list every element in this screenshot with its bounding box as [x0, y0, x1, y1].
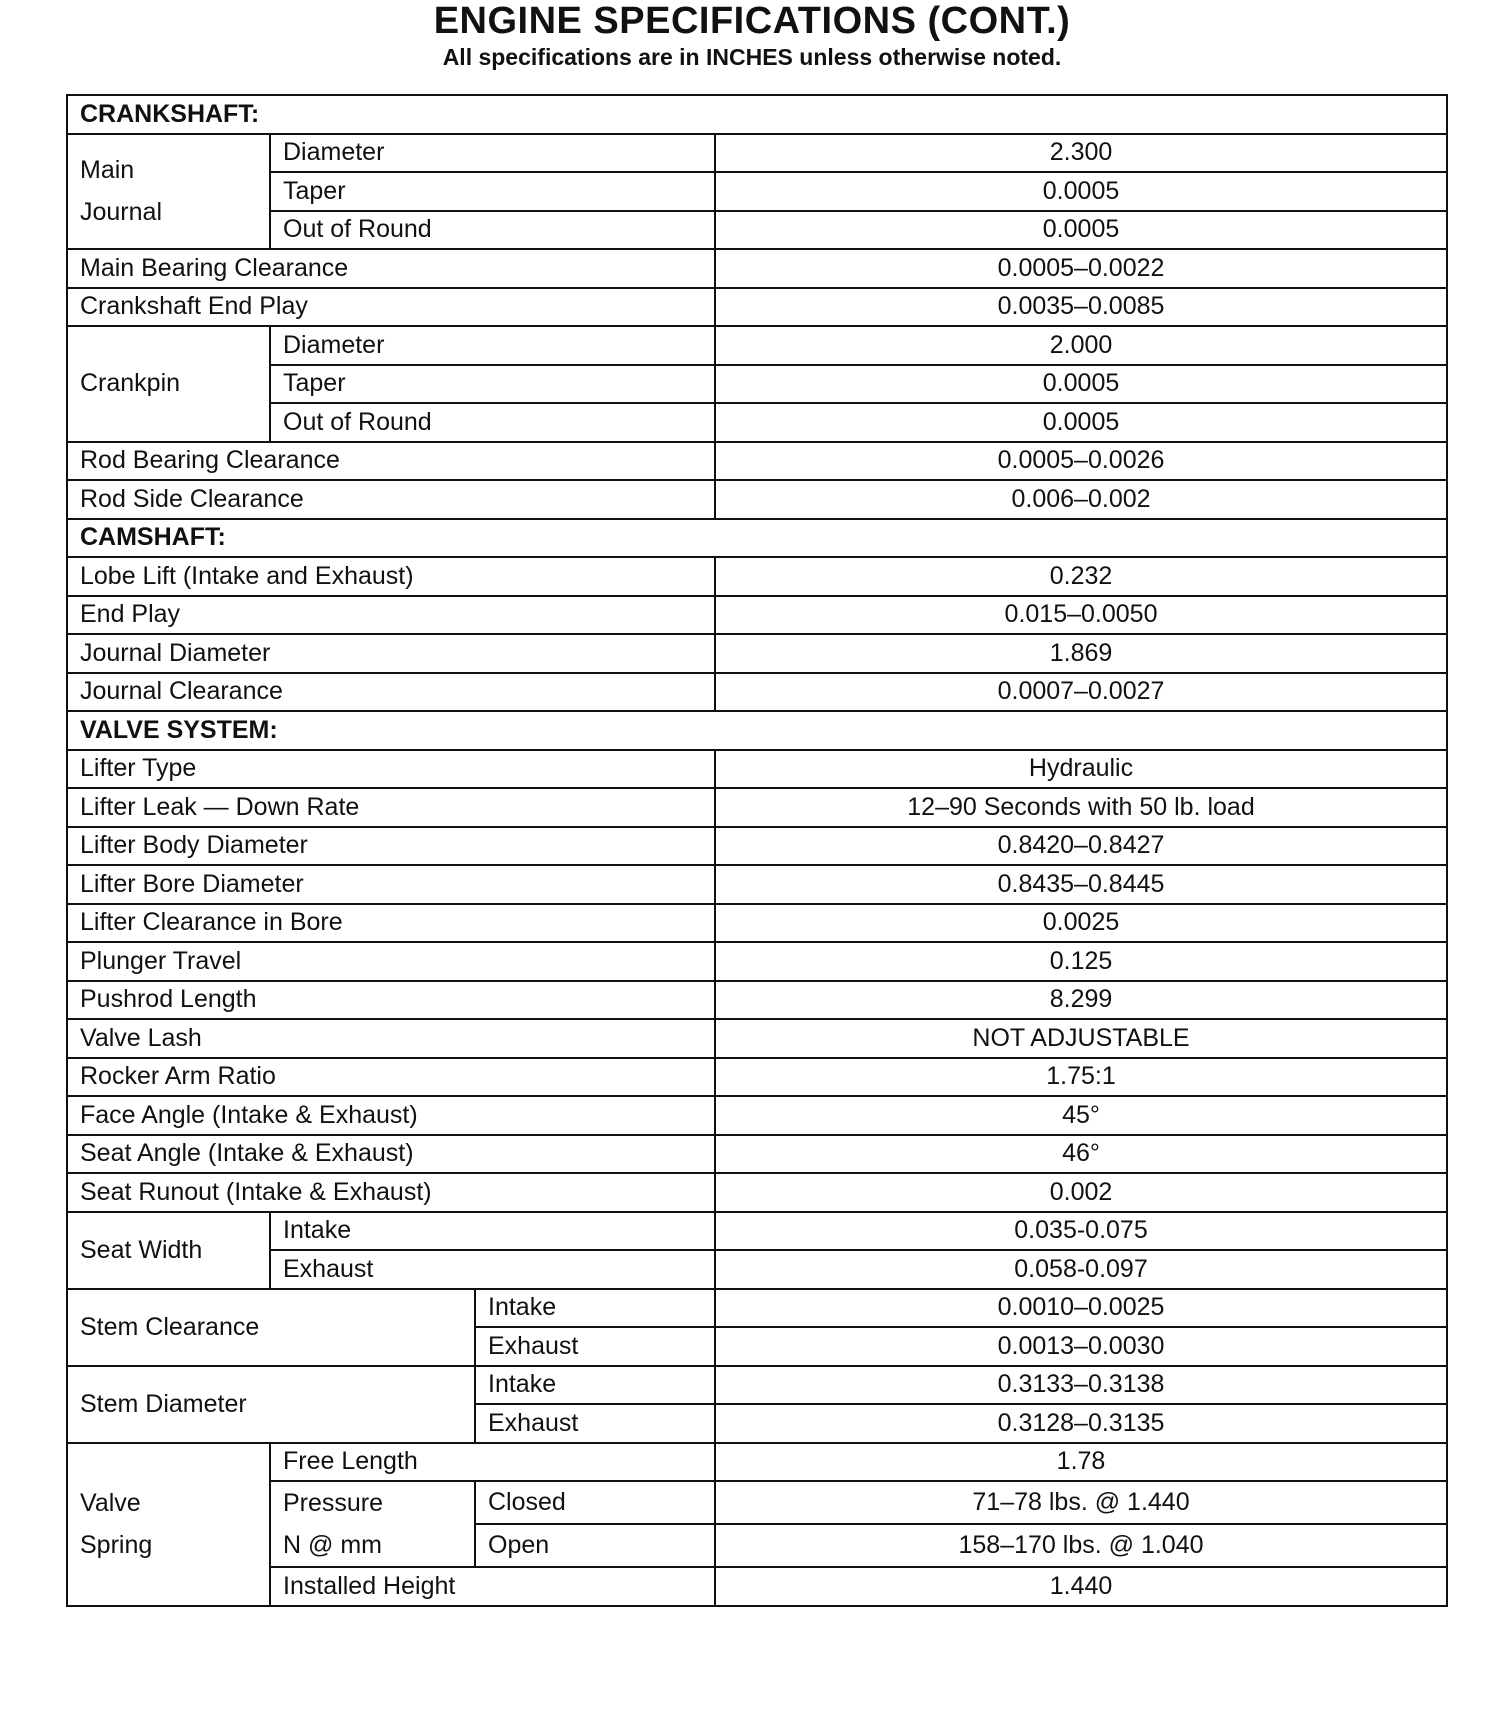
spec-value: 12–90 Seconds with 50 lb. load: [715, 788, 1447, 827]
table-row: [67, 288, 1447, 327]
table-row: [67, 1096, 1447, 1135]
spec-value: 2.000: [715, 326, 1447, 365]
spec-value: 0.0005: [715, 403, 1447, 442]
table-row: [67, 519, 1447, 558]
spec-label: Exhaust: [475, 1404, 715, 1443]
table-row: [67, 326, 1447, 365]
section-heading-crankshaft: CRANKSHAFT:: [67, 95, 1447, 134]
spec-label: Journal Clearance: [67, 673, 715, 712]
spec-value: 158–170 lbs. @ 1.040: [715, 1524, 1447, 1567]
spec-value: 0.0005: [715, 211, 1447, 250]
table-row: [67, 981, 1447, 1020]
spec-value: 1.440: [715, 1567, 1447, 1606]
spec-value: 0.035-0.075: [715, 1212, 1447, 1251]
spec-label: Taper: [270, 365, 715, 404]
spec-label: Intake: [475, 1366, 715, 1405]
spec-label: End Play: [67, 596, 715, 635]
table-row: [67, 1250, 1447, 1289]
spec-value: 0.002: [715, 1173, 1447, 1212]
table-row: [67, 1173, 1447, 1212]
page-title: ENGINE SPECIFICATIONS (CONT.): [433, 0, 1071, 42]
table-row: [67, 673, 1447, 712]
spec-value: Hydraulic: [715, 750, 1447, 789]
spec-label: Main Bearing Clearance: [67, 249, 715, 288]
spring-pressure-label-line2: N @ mm: [283, 1531, 382, 1559]
table-row: [67, 1567, 1447, 1606]
spec-value: NOT ADJUSTABLE: [715, 1019, 1447, 1058]
table-row: [67, 1212, 1447, 1251]
engine-spec-table: [66, 94, 1448, 1607]
spec-value: 1.78: [715, 1443, 1447, 1482]
spec-value: 0.0005–0.0022: [715, 249, 1447, 288]
spec-label: Diameter: [270, 134, 715, 173]
page-subtitle: All specifications are in INCHES unless otherwise noted.: [442, 44, 1062, 70]
spec-label: Free Length: [270, 1443, 715, 1482]
valve-spring-label-line1: Valve: [80, 1489, 141, 1517]
spec-value: 0.0005: [715, 365, 1447, 404]
table-row: [67, 788, 1447, 827]
main-journal-label: [67, 134, 270, 250]
table-row: [67, 403, 1447, 442]
spec-value: 0.125: [715, 942, 1447, 981]
spec-label: Lifter Clearance in Bore: [67, 904, 715, 943]
spec-value: 0.0005–0.0026: [715, 442, 1447, 481]
spec-label: Pushrod Length: [67, 981, 715, 1020]
spec-label: Face Angle (Intake & Exhaust): [67, 1096, 715, 1135]
table-row: [67, 1058, 1447, 1097]
spec-value: 0.8420–0.8427: [715, 827, 1447, 866]
table-row: [67, 480, 1447, 519]
spec-label: Exhaust: [475, 1327, 715, 1366]
spec-label: Installed Height: [270, 1567, 715, 1606]
spec-label: Lobe Lift (Intake and Exhaust): [67, 557, 715, 596]
spec-label: Lifter Type: [67, 750, 715, 789]
table-row: [67, 95, 1447, 134]
valve-spring-label: [67, 1443, 270, 1606]
table-row: [67, 1019, 1447, 1058]
table-row: [67, 634, 1447, 673]
spec-value: 0.0005: [715, 172, 1447, 211]
spec-label: Seat Runout (Intake & Exhaust): [67, 1173, 715, 1212]
spec-label: Lifter Body Diameter: [67, 827, 715, 866]
spec-value: 71–78 lbs. @ 1.440: [715, 1481, 1447, 1524]
table-row: [67, 1366, 1447, 1405]
spec-label: Out of Round: [270, 211, 715, 250]
spec-label: Rocker Arm Ratio: [67, 1058, 715, 1097]
spec-label: Rod Side Clearance: [67, 480, 715, 519]
table-row: [67, 172, 1447, 211]
table-row: [67, 1481, 1447, 1524]
table-row: [67, 865, 1447, 904]
spec-value: 0.015–0.0050: [715, 596, 1447, 635]
table-row: [67, 1289, 1447, 1328]
table-row: [67, 365, 1447, 404]
crankpin-label: Crankpin: [67, 326, 270, 442]
table-row: [67, 827, 1447, 866]
spec-label: Exhaust: [270, 1250, 715, 1289]
main-journal-label-line1: Main: [80, 156, 135, 185]
spec-value: 2.300: [715, 134, 1447, 173]
spec-value: 0.0010–0.0025: [715, 1289, 1447, 1328]
spec-label: Plunger Travel: [67, 942, 715, 981]
spec-label: Lifter Bore Diameter: [67, 865, 715, 904]
spec-value: 0.3133–0.3138: [715, 1366, 1447, 1405]
stem-diameter-label: Stem Diameter: [67, 1366, 475, 1443]
table-row: [67, 711, 1447, 750]
table-row: [67, 942, 1447, 981]
section-heading-valve-system: VALVE SYSTEM:: [67, 711, 1447, 750]
spec-value: 0.0013–0.0030: [715, 1327, 1447, 1366]
spec-label: Seat Angle (Intake & Exhaust): [67, 1135, 715, 1174]
table-row: [67, 904, 1447, 943]
seat-width-label: Seat Width: [67, 1212, 270, 1289]
spec-value: 0.0035–0.0085: [715, 288, 1447, 327]
spec-label: Intake: [270, 1212, 715, 1251]
spec-label: Open: [475, 1524, 715, 1567]
spec-label: Closed: [475, 1481, 715, 1524]
table-row: [67, 1443, 1447, 1482]
spec-label: Lifter Leak — Down Rate: [67, 788, 715, 827]
stem-clearance-label: Stem Clearance: [67, 1289, 475, 1366]
spec-label: Diameter: [270, 326, 715, 365]
table-row: [67, 134, 1447, 173]
spec-value: 0.0025: [715, 904, 1447, 943]
spec-value: 0.8435–0.8445: [715, 865, 1447, 904]
table-row: [67, 750, 1447, 789]
spec-value: 8.299: [715, 981, 1447, 1020]
spec-value: 1.75:1: [715, 1058, 1447, 1097]
valve-spring-label-line2: Spring: [80, 1531, 153, 1559]
spec-label: Intake: [475, 1289, 715, 1328]
spec-value: 0.0007–0.0027: [715, 673, 1447, 712]
spec-value: 0.232: [715, 557, 1447, 596]
spec-value: 45°: [715, 1096, 1447, 1135]
spec-label: Journal Diameter: [67, 634, 715, 673]
table-row: [67, 557, 1447, 596]
spec-label: Crankshaft End Play: [67, 288, 715, 327]
table-row: [67, 596, 1447, 635]
spec-label: Valve Lash: [67, 1019, 715, 1058]
table-row: [67, 1135, 1447, 1174]
spec-value: 46°: [715, 1135, 1447, 1174]
spec-label: Taper: [270, 172, 715, 211]
spec-value: 0.3128–0.3135: [715, 1404, 1447, 1443]
table-row: [67, 211, 1447, 250]
spec-value: 1.869: [715, 634, 1447, 673]
spring-pressure-label-line1: Pressure: [283, 1489, 384, 1517]
spec-value: 0.006–0.002: [715, 480, 1447, 519]
spec-label: Rod Bearing Clearance: [67, 442, 715, 481]
section-heading-camshaft: CAMSHAFT:: [67, 519, 1447, 558]
table-row: [67, 442, 1447, 481]
main-journal-label-line2: Journal: [80, 198, 162, 227]
table-row: [67, 249, 1447, 288]
spec-value: 0.058-0.097: [715, 1250, 1447, 1289]
spec-label: Out of Round: [270, 403, 715, 442]
spring-pressure-label: [270, 1481, 475, 1567]
